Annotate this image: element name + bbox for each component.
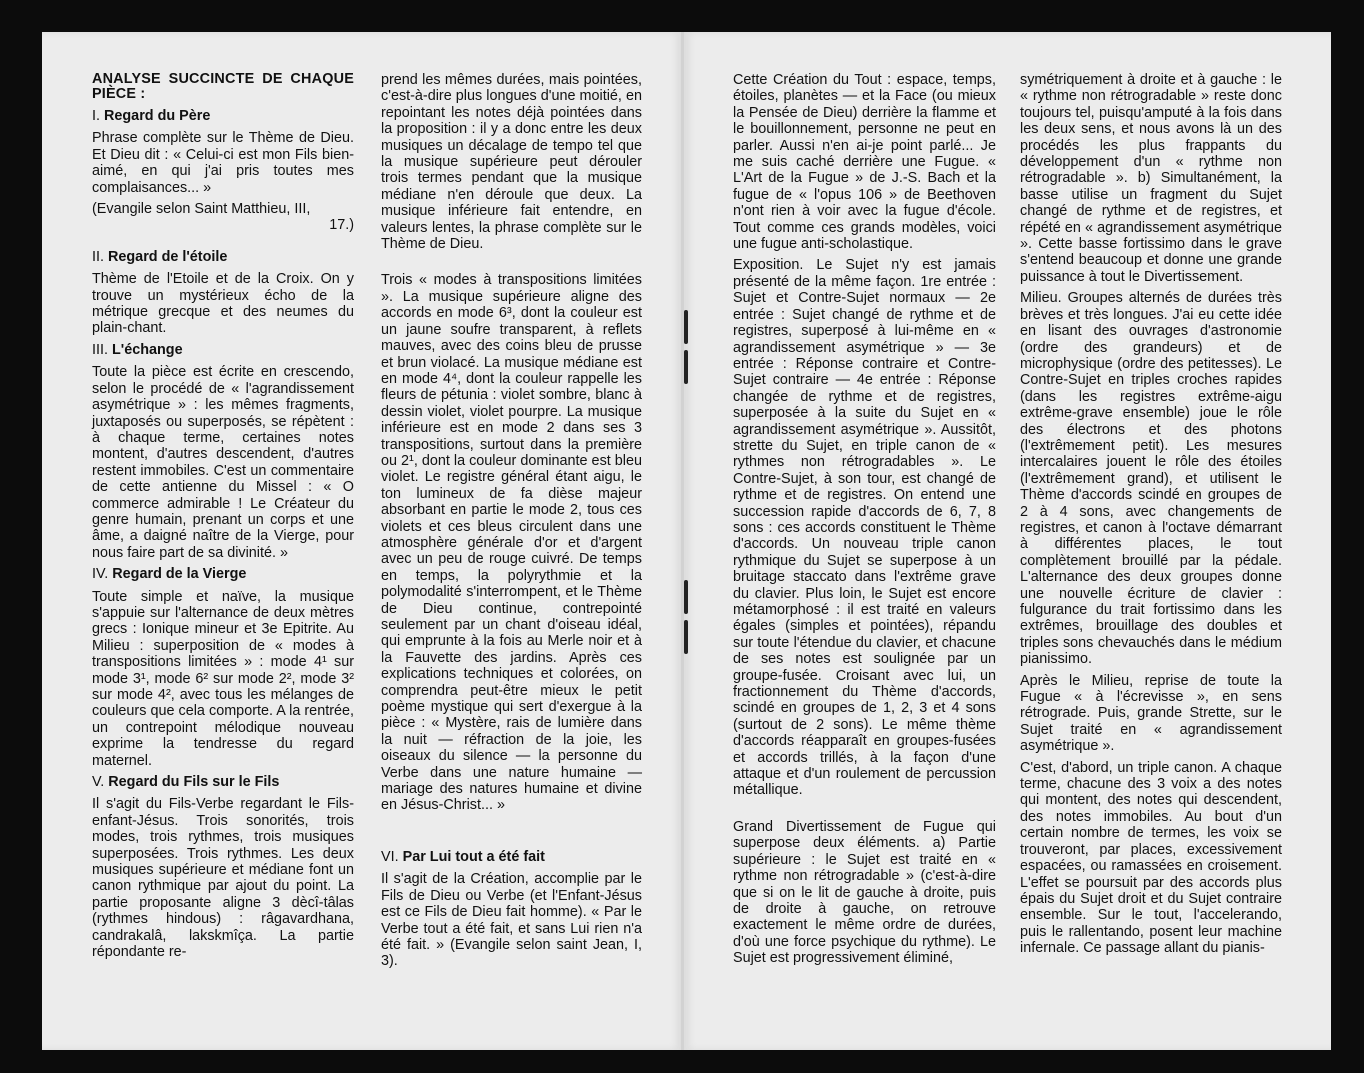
section-title: L'échange <box>112 341 183 358</box>
section-5-heading <box>92 774 354 790</box>
section-number: IV. <box>92 566 113 583</box>
section-title: Regard de l'étoile <box>108 248 228 265</box>
section-4-heading <box>92 566 354 582</box>
right-page-column-1 <box>733 72 996 972</box>
section-number: III. <box>92 341 112 358</box>
section-title: Regard de la Vierge <box>112 566 247 583</box>
staple-top-lower <box>684 350 688 384</box>
paragraph: Toute simple et naïve, la musique s'appuie sur l'alternance de deux mètres grecs : Ionique mineur et 3e Epitrite. Au Milieu : superposition de « modes à transpositions limitées » : mode 4¹ sur mode 3¹, mode 6² sur mode 2², mode 3² sur mode 4², avec tous les mélanges de couleurs que cela comporte. A la rentrée, un contrepoint mélodique nouveau exprime la tendresse du regard maternel. <box>92 588 354 769</box>
paragraph: Après le Milieu, reprise de toute la Fugue « à l'écrevisse », en sens rétrograde. Puis, grande Strette, sur le Sujet traité en « agrandissement asymétrique ». <box>1020 672 1282 755</box>
citation-end: 17.) <box>329 217 354 234</box>
paragraph: Phrase complète sur le Thème de Dieu. Et Dieu dit : « Celui-ci est mon Fils bien-aimé, en qui j'ai pris toutes mes complaisances... » <box>92 130 354 196</box>
right-page <box>683 32 1331 1050</box>
section-number: V. <box>92 774 109 791</box>
paragraph: Trois « modes à transpositions limitées ». La musique supérieure aligne des accords en mode 6³, dont la couleur est un jaune soufre transparent, à reflets mauves, avec des coins bleu de prusse et brun violacé. La musique médiane est en mode 4⁴, dont la couleur rappelle les fleurs de pétunia : violet sombre, blanc à dessin violet, violet pourpre. La musique inférieure est en mode 2 dans ses 3 transpositions, surtout dans la première ou 2¹, dont la couleur dominante est bleu violet. Le registre général étant aigu, le ton lumineux de fa dièse majeur absorbant en partie le mode 2, tous ces violets et ces bleus circulent dans une atmosphère générale d'or et d'argent avec un peu de rouge cuivré. De temps en temps, la polyrythmie et la polymodalité s'interrompent, et le Thème de Dieu continue, contrepointé seulement par un chant d'oiseau idéal, qui emprunte à la fois au Merle noir et à la Fauvette des jardins. Après ces explications techniques et colorées, on comprendra peut-être mieux le petit poème mystique qui sert d'exergue à la pièce : « Mystère, rais de lumière dans la nuit — réfraction de la joie, les oiseaux du silence — la personne du Verbe dans une nature humaine — mariage des natures humaine et divine en Jésus-Christ... » <box>381 272 642 814</box>
paragraph: prend les mêmes durées, mais pointées, c'est-à-dire plus longues d'une moitié, en repointant les notes déjà pointées dans la proposition : il y a donc entre les deux musiques un décalage de tempo tel que la musique supérieure peut dérouler trois termes pendant que la musique médiane n'en déroule que deux. La musique inférieure fait entendre, en valeurs lentes, la phrase complète sur le Thème de Dieu. <box>381 72 642 253</box>
section-title: Par Lui tout a été fait <box>402 848 545 865</box>
right-page-column-2 <box>1020 72 1282 962</box>
left-page <box>42 32 683 1050</box>
paragraph: Toute la pièce est écrite en crescendo, selon le procédé de « l'agrandissement asymétrique » : les mêmes fragments, juxtaposés ou superposés, se répètent : à chaque terme, certaines notes montent, d'autres descendent, d'autres restent immobiles. C'est un commentaire de cette antienne du Missel : « O commerce admirable ! Le Créateur du genre humain, prenant un corps et une âme, a daigné naître de la Vierge, pour nous faire part de sa divinité. » <box>92 364 354 561</box>
paragraph: Thème de l'Etoile et de la Croix. On y trouve un mystérieux écho de la métrique grecque et des neumes du plain-chant. <box>92 271 354 337</box>
citation: (Evangile selon Saint Matthieu, III, <box>92 201 311 218</box>
paragraph: Milieu. Groupes alternés de durées très brèves et très longues. J'ai eu cette idée en lisant des ouvrages d'astronomie (ordre des grandeurs) et de microphysique (ordre des petitesses). Le Contre-Sujet en triples croches rapides (dans les registres extrême-aigu extrême-grave ensemble) joue le rôle des électrons et des photons (l'extrêmement petit). Les mesures intercalaires jouent le rôle des étoiles (l'extrêmement grand), et utilisent le Thème d'accords scindé en groupes de 2 à 4 sons, avec changements de registres, et canon à l'octave démarrant à différentes places, le tout complètement brouillé par la pédale. L'alternance des deux groupes donne une nouvelle écriture de clavier : fulgurance du trait fortissimo dans les extrêmes, brouillage des doubles et triples sons chevauchés dans le médium pianissimo. <box>1020 290 1282 668</box>
section-number: II. <box>92 248 108 265</box>
page-fold <box>681 32 684 1050</box>
paragraph: Exposition. Le Sujet n'y est jamais présenté de la même façon. 1re entrée : Sujet et Contre-Sujet normaux — 2e entrée : Sujet changé de rythme et de registres, superposé à lui-même en « agrandissement asymétrique » — 3e entrée : Réponse contraire et Contre-Sujet contraire — 4e entrée : Réponse changée de rythme et de registres, superposée à la suite du Sujet en « agrandissement asymétrique ». Aussitôt, strette du Sujet, en triple canon de « rythmes non rétrogradables ». Le Contre-Sujet, à son tour, est changé de rythme et de registres. On entend une succession rapide d'accords de 6, 7, 8 sons : ces accords constituent le Thème d'accords. Un nouveau triple canon rythmique du Sujet se superpose à un bruitage staccato dans l'extrême grave du clavier. Plus loin, le Sujet est encore métamorphosé : il est traité en valeurs égales (simples et pointées), répandu sur toute l'étendue du clavier, et chacune de ses notes est soulignée par un groupe-fusée. Croisant avec lui, un fractionnement du Thème d'accords, scindé en groupes de 1, 2, 3 et 4 sons (surtout de 2 sons). Le même thème d'accords réapparaît en groupes-fusées et accords trillés, à la façon d'une attaque et d'un roulement de percussion métallique. <box>733 257 996 799</box>
analysis-heading: ANALYSE SUCCINCTE DE CHAQUE PIÈCE : <box>92 71 354 102</box>
paragraph: C'est, d'abord, un triple canon. A chaque terme, chacune des 3 voix a des notes qui montent, des notes qui descendent, des notes immobiles. Au bout d'un certain nombre de termes, les voix se trouveront, par places, excessivement espacées, ou ramassées en croisement. L'effet se poursuit par des accords plus épais du Sujet droit et du Sujet contraire ensemble. Sur le tout, l'accelerando, puis le rallentando, posent leur machine infernale. Ce passage allant du pianis- <box>1020 759 1282 957</box>
paragraph: Cette Création du Tout : espace, temps, étoiles, planètes — et la Face (ou mieux la Pensée de Dieu) derrière la flamme et le bouillonnement, personne ne peut en parler. Aussi n'en ai-je point parlé... Je me suis caché derrière une Fugue. « L'Art de la Fugue » de J.-S. Bach et la fugue de « l'opus 106 » de Beethoven n'ont rien à voir avec la fugue d'école. Tout comme ces grands modèles, voici une fugue anti-scholastique. <box>733 72 996 253</box>
section-1-heading <box>92 108 354 124</box>
section-number: I. <box>92 108 104 124</box>
section-2-heading <box>92 249 354 265</box>
staple-top-upper <box>684 310 688 344</box>
section-3-heading <box>92 342 354 358</box>
paragraph: Grand Divertissement de Fugue qui superpose deux éléments. a) Partie supérieure : le Sujet est traité en « rythme non rétrogradable » (c'est-à-dire que si on le lit de gauche à droite, puis de droite à gauche, on retrouve exactement le même ordre de durées, d'où une force psychique du rythme). Le Sujet est progressivement éliminé, <box>733 818 996 967</box>
section-title: Regard du Fils sur le Fils <box>108 774 280 791</box>
paragraph: symétriquement à droite et à gauche : le « rythme non rétrogradable » reste donc toujours tel, puisqu'amputé à la fois dans les deux sens, et nous avons là un des procédés les plus frappants du développement d'un « rythme non rétrogradable ». b) Simultanément, la basse utilise un fragment du Sujet changé de rythme et de registres, et répété en « agrandissement asymétrique ». Cette basse fortissimo dans le grave s'entend beaucoup et donne une grande puissance à tout le Divertissement. <box>1020 72 1282 285</box>
staple-bottom-lower <box>684 620 688 654</box>
section-number: VI. <box>381 848 403 865</box>
left-page-column-2 <box>381 72 642 975</box>
section-6-heading <box>381 849 642 865</box>
paragraph: Il s'agit du Fils-Verbe regardant le Fils-enfant-Jésus. Trois sonorités, trois modes, trois rythmes, trois musiques superposées. Trois rythmes. Les deux musiques supérieure et médiane font un canon rythmique par ajout du point. La partie proposante aligne 3 dècî-tâlas (rythmes hindous) : râgavardhana, candrakalâ, lakskmîça. La partie répondante re- <box>92 796 354 961</box>
staple-bottom-upper <box>684 580 688 614</box>
left-page-column-1 <box>92 72 354 966</box>
paragraph: Il s'agit de la Création, accomplie par le Fils de Dieu ou Verbe (et l'Enfant-Jésus est ce Fils de Dieu fait homme). « Par le Verbe tout a été fait, et sans Lui rien n'a été fait. » (Evangile selon saint Jean, I, 3). <box>381 871 642 970</box>
section-title: Regard du Père <box>104 108 211 124</box>
